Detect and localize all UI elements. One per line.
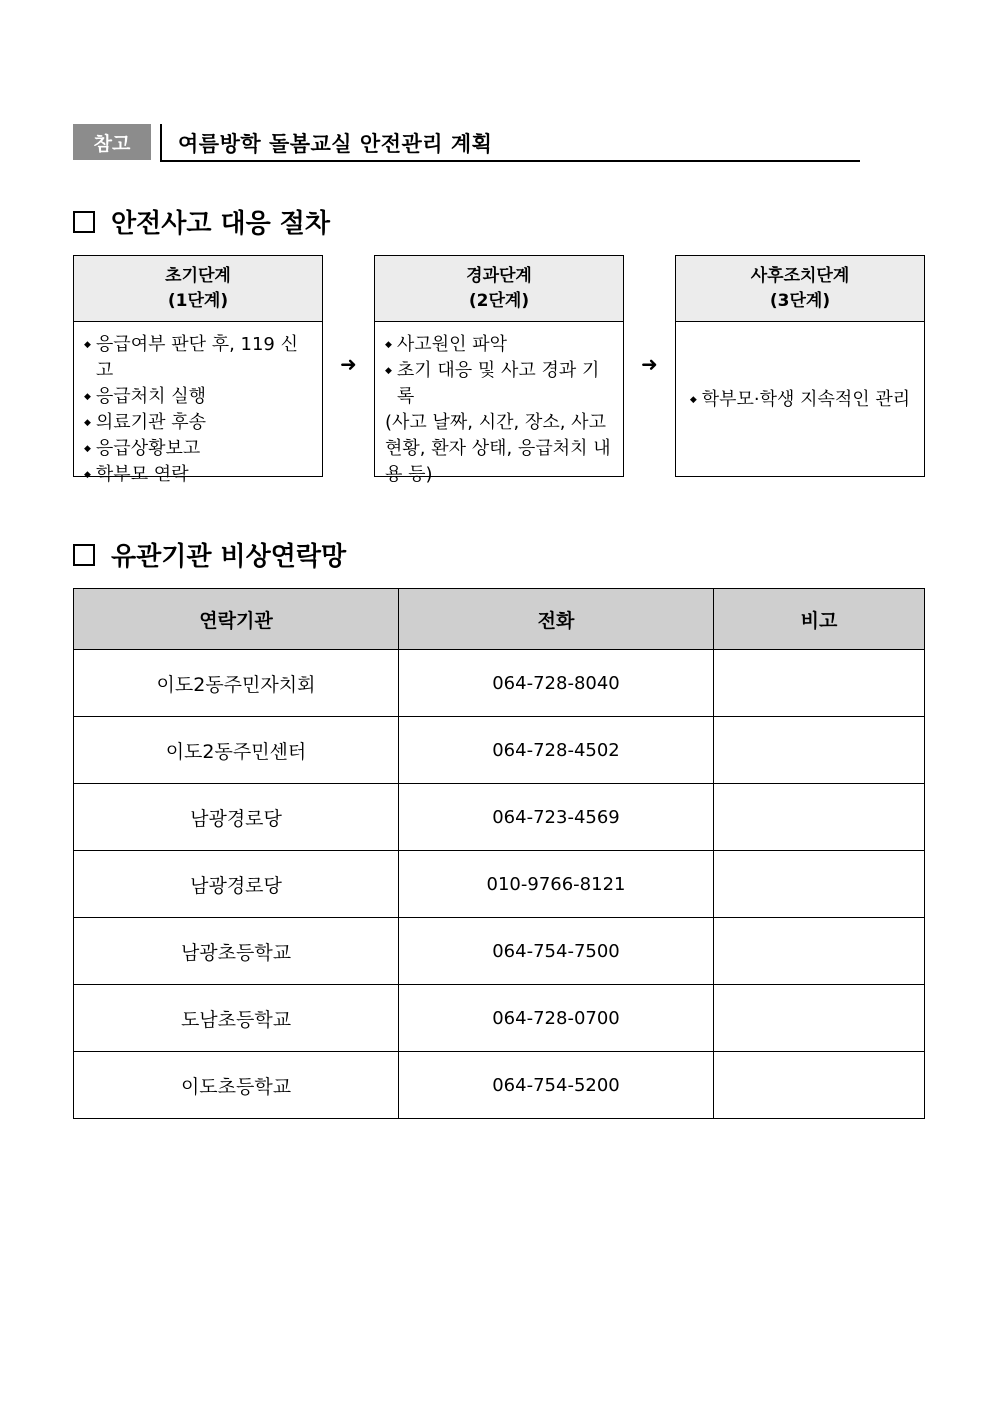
table-row	[74, 1052, 925, 1119]
list-item-text: 사고원인 파악	[396, 334, 507, 355]
org-cell: 이도2동주민자치회	[74, 650, 399, 717]
section-contacts-heading	[73, 536, 346, 573]
stage-title: 사후조치단계	[750, 265, 850, 286]
org-cell: 남광초등학교	[74, 918, 399, 985]
phone-cell: 064-754-7500	[399, 918, 714, 985]
document-title: 여름방학 돌봄교실 안전관리 계획	[178, 132, 493, 156]
org-cell: 도남초등학교	[74, 985, 399, 1052]
bullet-diamond-icon: ◆	[385, 340, 392, 350]
checkbox-square-icon	[73, 211, 95, 233]
phone-cell: 064-723-4569	[399, 784, 714, 851]
bullet-diamond-icon: ◆	[84, 418, 91, 428]
list-item-text: 응급상황보고	[95, 438, 201, 459]
bullet-diamond-icon: ◆	[689, 395, 697, 405]
list-item-text: 응급처치 실행	[95, 386, 206, 407]
list-item	[84, 410, 312, 436]
list-item-continuation: 현황, 환자 상태, 응급처치 내	[385, 438, 611, 459]
list-item	[84, 462, 312, 488]
stage-body	[676, 322, 924, 478]
reference-tag	[73, 124, 151, 160]
document-title-box	[160, 124, 860, 162]
list-item-text: 학부모·학생 지속적인 관리	[701, 389, 911, 410]
org-cell: 남광경로당	[74, 851, 399, 918]
stage-title: 초기단계	[165, 265, 231, 286]
arrow-right-icon: ➜	[340, 352, 357, 376]
table-row	[74, 717, 925, 784]
list-item	[84, 332, 312, 384]
stage-box-3	[675, 255, 925, 477]
stage-body	[74, 322, 322, 488]
note-cell	[714, 650, 925, 717]
section-contacts-title: 유관기관 비상연락망	[111, 542, 347, 572]
org-cell: 남광경로당	[74, 784, 399, 851]
table-row	[74, 784, 925, 851]
list-item-text: 초기 대응 및 사고 경과 기록	[396, 360, 600, 407]
table-header-row	[74, 589, 925, 650]
table-row	[74, 851, 925, 918]
column-header-phone: 전화	[399, 589, 714, 650]
phone-cell: 064-728-8040	[399, 650, 714, 717]
phone-cell: 010-9766-8121	[399, 851, 714, 918]
bullet-diamond-icon: ◆	[84, 392, 91, 402]
list-item	[84, 436, 312, 462]
section-procedure-title: 안전사고 대응 절차	[111, 209, 331, 239]
checkbox-square-icon	[73, 544, 95, 566]
section-procedure-heading	[73, 203, 330, 240]
list-item	[385, 358, 613, 410]
table-row	[74, 985, 925, 1052]
reference-tag-label: 참고	[93, 132, 131, 155]
stage-header	[74, 256, 322, 322]
note-cell	[714, 918, 925, 985]
stage-title: 경과단계	[466, 265, 532, 286]
note-cell	[714, 851, 925, 918]
stage-body	[375, 322, 623, 488]
arrow-right-icon: ➜	[641, 352, 658, 376]
bullet-diamond-icon: ◆	[385, 366, 392, 376]
list-item	[385, 332, 613, 358]
stage-box-1	[73, 255, 323, 485]
stage-header	[375, 256, 623, 322]
phone-cell: 064-728-0700	[399, 985, 714, 1052]
phone-cell: 064-754-5200	[399, 1052, 714, 1119]
bullet-diamond-icon: ◆	[84, 340, 91, 350]
stage-header	[676, 256, 924, 322]
list-item-text: 응급여부 판단 후, 119 신고	[95, 334, 298, 381]
stage-subtitle: (1단계)	[167, 290, 229, 311]
column-header-org: 연락기관	[74, 589, 399, 650]
list-item-text: 학부모 연락	[95, 464, 189, 485]
list-item-continuation: 용 등)	[385, 464, 433, 485]
stage-box-2	[374, 255, 624, 485]
list-item-continuation: (사고 날짜, 시간, 장소, 사고	[385, 412, 606, 433]
column-header-note: 비고	[714, 589, 925, 650]
org-cell: 이도2동주민센터	[74, 717, 399, 784]
list-item	[84, 384, 312, 410]
phone-cell: 064-728-4502	[399, 717, 714, 784]
contacts-table	[73, 588, 925, 1119]
bullet-diamond-icon: ◆	[84, 444, 91, 454]
list-item	[690, 387, 910, 413]
note-cell	[714, 717, 925, 784]
table-row	[74, 918, 925, 985]
note-cell	[714, 1052, 925, 1119]
stage-subtitle: (2단계)	[468, 290, 530, 311]
table-row	[74, 650, 925, 717]
org-cell: 이도초등학교	[74, 1052, 399, 1119]
list-item-text: 의료기관 후송	[95, 412, 206, 433]
note-cell	[714, 985, 925, 1052]
bullet-diamond-icon: ◆	[84, 470, 91, 480]
note-cell	[714, 784, 925, 851]
stage-subtitle: (3단계)	[769, 290, 831, 311]
